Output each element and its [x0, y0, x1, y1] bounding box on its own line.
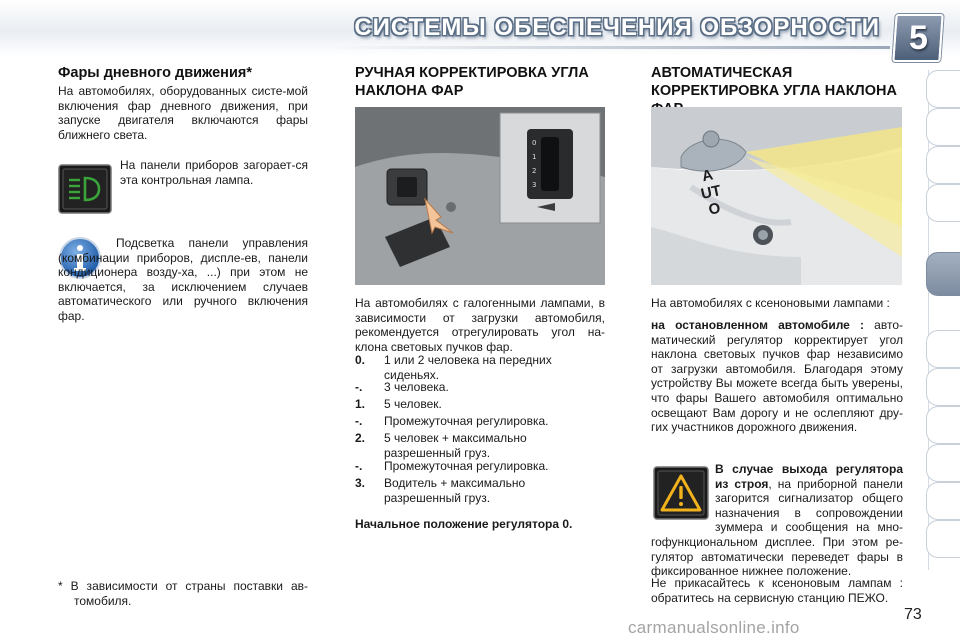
manual-adjuster-photo [355, 107, 605, 285]
list-item: -. Промежуточная регулировка. [355, 459, 549, 473]
chapter-tab[interactable] [926, 444, 960, 482]
list-item: 2. 5 человек + максимально разрешенный груз. [355, 431, 527, 460]
chapter-tab[interactable] [926, 108, 960, 146]
list-item: 0. 1 или 2 человека на передних сиденьях. [355, 353, 552, 382]
stopped-vehicle-paragraph [651, 318, 903, 435]
page-number: 73 [904, 606, 922, 623]
daytime-lights-intro: На автомобилях, оборудованных систе-мой включения фар дневного движения, при запуске двигателя включаются фары ближнего света. [58, 84, 308, 142]
chapter-tab[interactable] [926, 520, 960, 558]
chapter-tab[interactable] [926, 406, 960, 444]
regulator-failure-text: , на приборной панели загорится сигнализатор общего назначения в сопровождении зуммера и сообщения на мно-гофункциональном дисплее. При этом ре-гулятор автоматически переведет фары в фиксированное нижнее положение. [651, 476, 903, 579]
header-rule [330, 46, 890, 49]
regulator-failure-label: В случае выхода регулятора из строя [715, 462, 903, 491]
initial-position-note: Начальное положение регулятора 0. [355, 517, 573, 531]
manual-adjust-intro: На автомобилях с галогенными лампами, в зависимости от загрузки автомобиля, рекомендуется отрегулировать угол на-клона световых пучков фар. [355, 296, 605, 354]
list-item: 1. 5 человек. [355, 397, 442, 411]
stopped-vehicle-text: авто-матический регулятор корректирует угол наклона световых пучков фар независимо от загрузки автомобиля. Благодаря этому устройству Вы можете всегда быть уверены, что фары Вашего автомобиля оптимально освещают Вам дорогу и не ослепляют дру-гих участников дорожного движения. [651, 318, 903, 435]
section-heading-daytime-lights: Фары дневного движения* [58, 65, 252, 81]
svg-text:0: 0 [532, 139, 537, 147]
regulator-failure-paragraph [651, 462, 903, 579]
chapter-tab[interactable] [926, 368, 960, 406]
chapter-tab[interactable] [926, 330, 960, 368]
warning-lamp-note: На панели приборов загорает-ся эта контрольная лампа. [120, 158, 308, 187]
stopped-vehicle-label: на остановленном автомобиле : [651, 318, 865, 332]
chapter-tab[interactable] [926, 482, 960, 520]
side-tabs [926, 70, 960, 580]
section-heading-manual-adjust: РУЧНАЯ КОРРЕКТИРОВКА УГЛА НАКЛОНА ФАР [355, 65, 589, 99]
list-item: 3. Водитель + максимально разрешенный груз. [355, 476, 526, 505]
watermark: carmanualsonline.info [628, 618, 800, 637]
auto-label: AUTO [699, 166, 723, 219]
svg-text:3: 3 [532, 181, 537, 189]
chapter-tab[interactable] [926, 184, 960, 222]
chapter-title: СИСТЕМЫ ОБЕСПЕЧЕНИЯ ОБЗОРНОСТИ [354, 14, 880, 41]
chapter-number-badge [892, 14, 943, 62]
svg-text:2: 2 [532, 167, 537, 175]
section-heading-auto-adjust: АВТОМАТИЧЕСКАЯ КОРРЕКТИРОВКА УГЛА НАКЛОНА [651, 65, 897, 99]
chapter-tab-active[interactable] [926, 252, 960, 296]
list-item: -. 3 человека. [355, 380, 449, 394]
xenon-caution: Не прикасайтесь к ксеноновым лампам : обратитесь на сервисную станцию ПЕЖО. [651, 576, 903, 605]
chapter-tab[interactable] [926, 70, 960, 108]
chapter-number: 5 [908, 18, 928, 57]
daytime-running-lamp-icon [58, 164, 112, 219]
backlight-note: Подсветка панели управления (комбинации приборов, диспле-ев, панели кондиционера возду-ха, ...) при этом не включается, за исключением случаев автоматического или ручного включения фар. [58, 236, 308, 323]
list-item: -. Промежуточная регулировка. [355, 414, 549, 428]
xenon-intro: На автомобилях с ксеноновыми лампами : [651, 296, 890, 310]
chapter-tab[interactable] [926, 146, 960, 184]
footnote: * В зависимости от страны поставки ав-томобиля. [58, 579, 308, 608]
xenon-headlamp-photo [651, 107, 902, 285]
svg-text:1: 1 [532, 153, 537, 161]
